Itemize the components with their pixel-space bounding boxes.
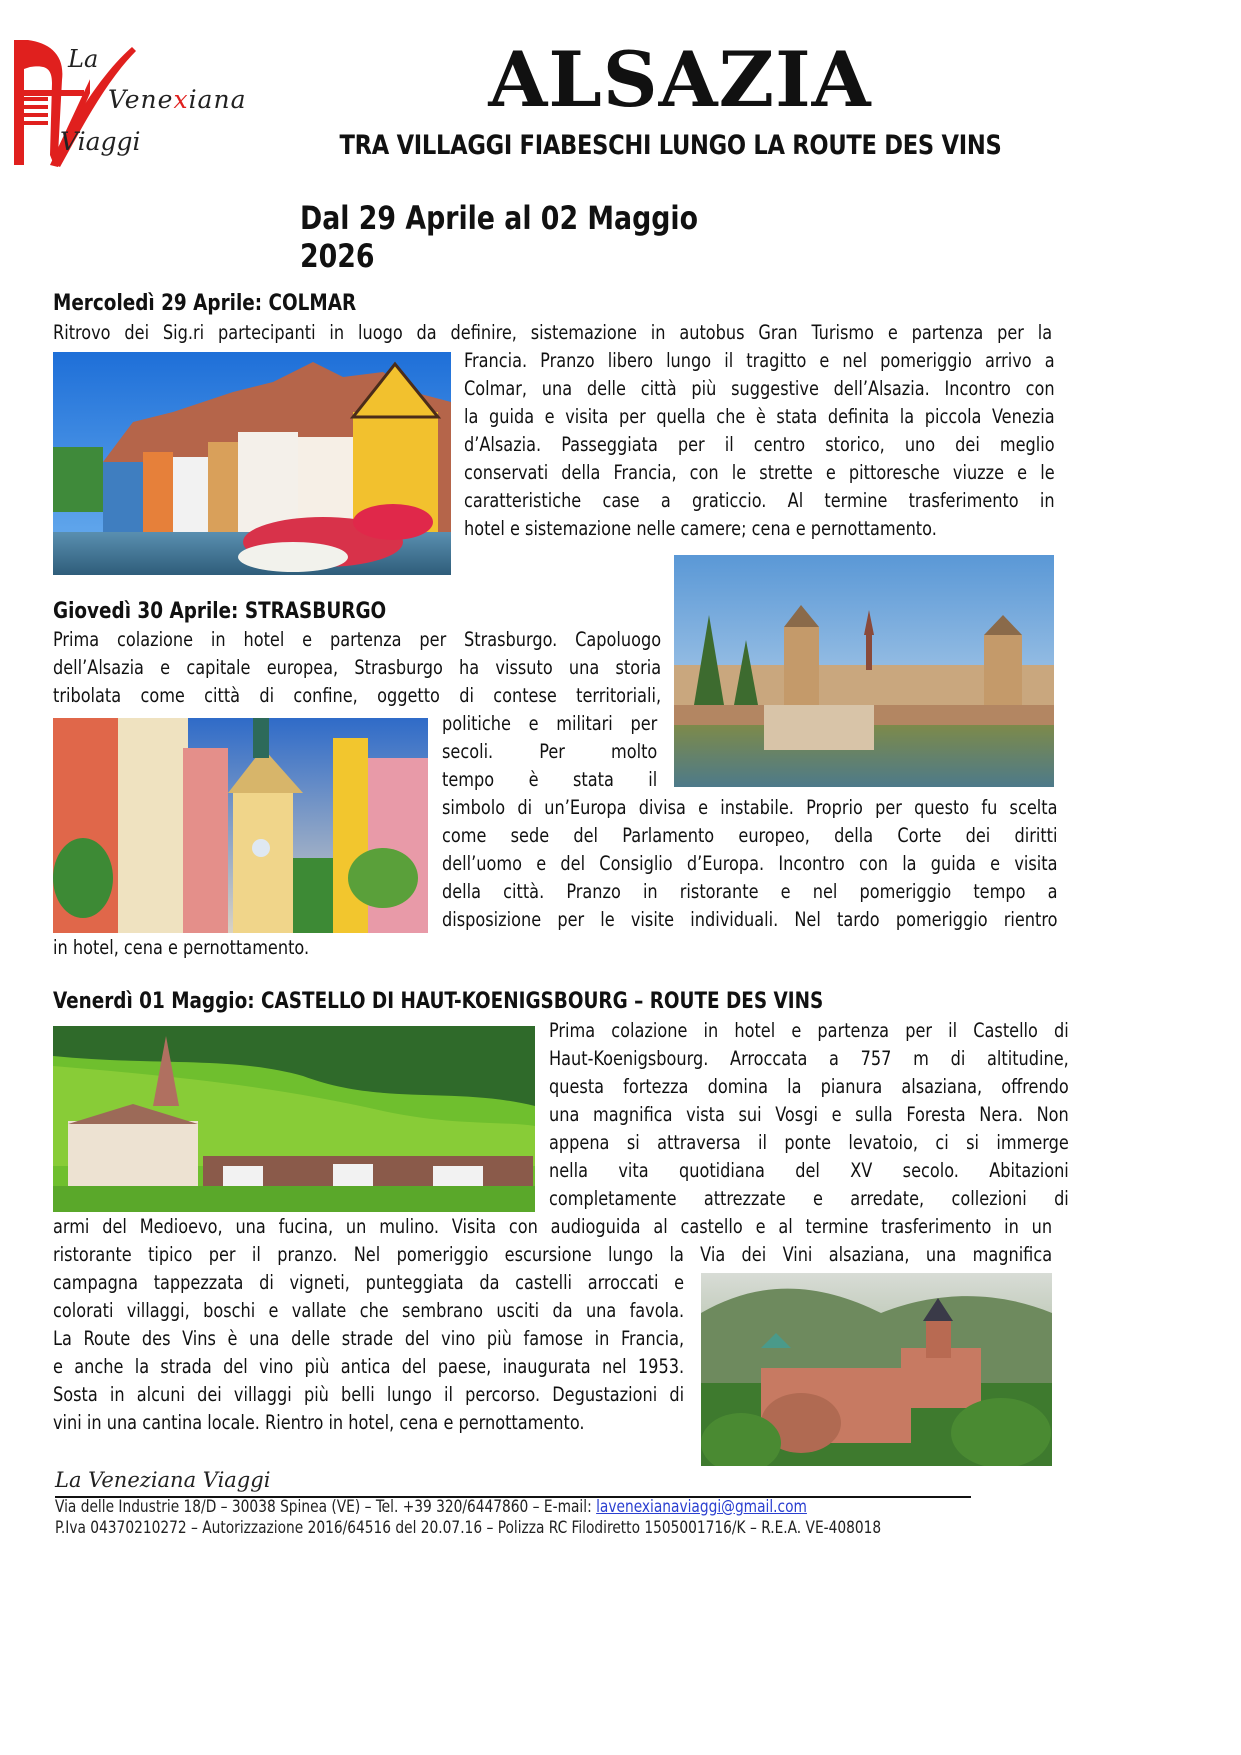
day3-text-line: Sosta in alcuni dei villaggi più belli lungo il percorso. Degustazioni di bbox=[53, 1383, 685, 1406]
day1-text-line: Francia. Pranzo libero lungo il tragitto e nel pomeriggio arrivo a bbox=[464, 349, 1055, 372]
day3-text-line: completamente attrezzate e arredate, collezioni di bbox=[549, 1187, 1069, 1210]
footer-address: Via delle Industrie 18/D – 30038 Spinea (VE) – Tel. +39 320/6447860 – E-mail: lavenexianaviaggi@gmail.com bbox=[55, 1497, 807, 1517]
day3-text-line: Prima colazione in hotel e partenza per il Castello di bbox=[549, 1019, 1069, 1042]
day3-text-line: nella vita quotidiana del XV secolo. Abitazioni bbox=[549, 1159, 1069, 1182]
day2-text-line: disposizione per le visite individuali. Nel tardo pomeriggio rientro bbox=[442, 908, 1058, 931]
day-heading-1: Mercoledì 29 Aprile: COLMAR bbox=[53, 291, 357, 316]
page-title: ALSAZIA bbox=[488, 35, 872, 124]
day2-text-line: Prima colazione in hotel e partenza per Strasburgo. Capoluogo bbox=[53, 628, 662, 651]
day3-text-line: questa fortezza domina la pianura alsaziana, offrendo bbox=[549, 1075, 1069, 1098]
day1-text-line: la guida e visita per quella che è stata definita la piccola Venezia bbox=[464, 405, 1055, 428]
day1-text-line: Colmar, una delle città più suggestive dell’Alsazia. Incontro con bbox=[464, 377, 1055, 400]
footer-signature: La Veneziana Viaggi bbox=[55, 1468, 271, 1492]
day-heading-3: Venerdì 01 Maggio: CASTELLO DI HAUT-KOENIGSBOURG – ROUTE DES VINS bbox=[53, 989, 824, 1014]
day2-text-line: dell’Alsazia e capitale europea, Strasburgo ha vissuto una storia bbox=[53, 656, 662, 679]
day3-text-line: campagna tappezzata di vigneti, punteggiata da castelli arroccati e bbox=[53, 1271, 685, 1294]
day3-text-line: ristorante tipico per il pranzo. Nel pomeriggio escursione lungo la Via dei Vini alsaziana, una magnifica bbox=[53, 1243, 1053, 1266]
day1-text-line: caratteristiche case a graticcio. Al termine trasferimento in bbox=[464, 489, 1055, 512]
photo-haut-koenigsbourg bbox=[701, 1273, 1052, 1466]
day1-text-line: d’Alsazia. Passeggiata per il centro storico, uno dei meglio bbox=[464, 433, 1055, 456]
day2-text-line: simbolo di un’Europa divisa e instabile. Proprio per questo fu scelta bbox=[442, 796, 1058, 819]
logo-text-veneziana: Venexiana bbox=[108, 85, 247, 114]
day3-text-line: armi del Medioevo, una fucina, un mulino. Visita con audioguida al castello e al termine trasferimento in un bbox=[53, 1215, 1053, 1238]
day3-text-line: Haut-Koenigsbourg. Arroccata a 757 m di altitudine, bbox=[549, 1047, 1069, 1070]
company-logo bbox=[10, 35, 260, 170]
day1-text-line: Ritrovo dei Sig.ri partecipanti in luogo da definire, sistemazione in autobus Gran Turismo e partenza per la bbox=[53, 321, 1053, 344]
logo-text-viaggi: Viaggi bbox=[60, 127, 141, 156]
photo-colmar bbox=[53, 352, 451, 575]
logo-text-la: La bbox=[68, 45, 99, 73]
day3-text-line: appena si attraversa il ponte levatoio, ci si immerge bbox=[549, 1131, 1069, 1154]
photo-strasbourg bbox=[674, 555, 1054, 787]
day3-text-line: vini in una cantina locale. Rientro in hotel, cena e pernottamento. bbox=[53, 1411, 585, 1434]
day3-text-line: e anche la strada del vino più antica del paese, inaugurata nel 1953. bbox=[53, 1355, 685, 1378]
photo-hunawihr-vineyard bbox=[53, 1026, 535, 1212]
trip-dates: Dal 29 Aprile al 02 Maggio 2026 bbox=[300, 199, 698, 275]
day3-text-line: una magnifica vista sui Vosgi e sulla Foresta Nera. Non bbox=[549, 1103, 1069, 1126]
day2-text-line: in hotel, cena e pernottamento. bbox=[53, 936, 310, 959]
day2-text-line: come sede del Parlamento europeo, della Corte dei diritti bbox=[442, 824, 1058, 847]
day3-text-line: La Route des Vins è una delle strade del vino più famose in Francia, bbox=[53, 1327, 685, 1350]
day-heading-2: Giovedì 30 Aprile: STRASBURGO bbox=[53, 599, 387, 624]
footer-legal: P.Iva 04370210272 – Autorizzazione 2016/64516 del 20.07.16 – Polizza RC Filodiretto 1505001716/K – R.E.A. VE-408018 bbox=[55, 1518, 882, 1538]
day2-text-line: dell’uomo e del Consiglio d’Europa. Incontro con la guida e visita bbox=[442, 852, 1058, 875]
day2-text-line: tribolata come città di confine, oggetto di contese territoriali, bbox=[53, 684, 662, 707]
day2-text-line: politiche e militari per bbox=[442, 712, 658, 735]
day2-text-line: secoli. Per molto bbox=[442, 740, 658, 763]
day1-text-line: conservati della Francia, con le strette e pittoresche viuzze e le bbox=[464, 461, 1055, 484]
email-link[interactable]: lavenexianaviaggi@gmail.com bbox=[596, 1497, 807, 1517]
day1-text-line: hotel e sistemazione nelle camere; cena e pernottamento. bbox=[464, 517, 937, 540]
day2-text-line: tempo è stata il bbox=[442, 768, 658, 791]
photo-riquewihr bbox=[53, 718, 428, 933]
page-subtitle: TRA VILLAGGI FIABESCHI LUNGO LA ROUTE DES VINS bbox=[339, 130, 1002, 161]
day2-text-line: della città. Pranzo in ristorante e nel pomeriggio tempo a bbox=[442, 880, 1058, 903]
day3-text-line: colorati villaggi, boschi e vallate che sembrano usciti da una favola. bbox=[53, 1299, 685, 1322]
